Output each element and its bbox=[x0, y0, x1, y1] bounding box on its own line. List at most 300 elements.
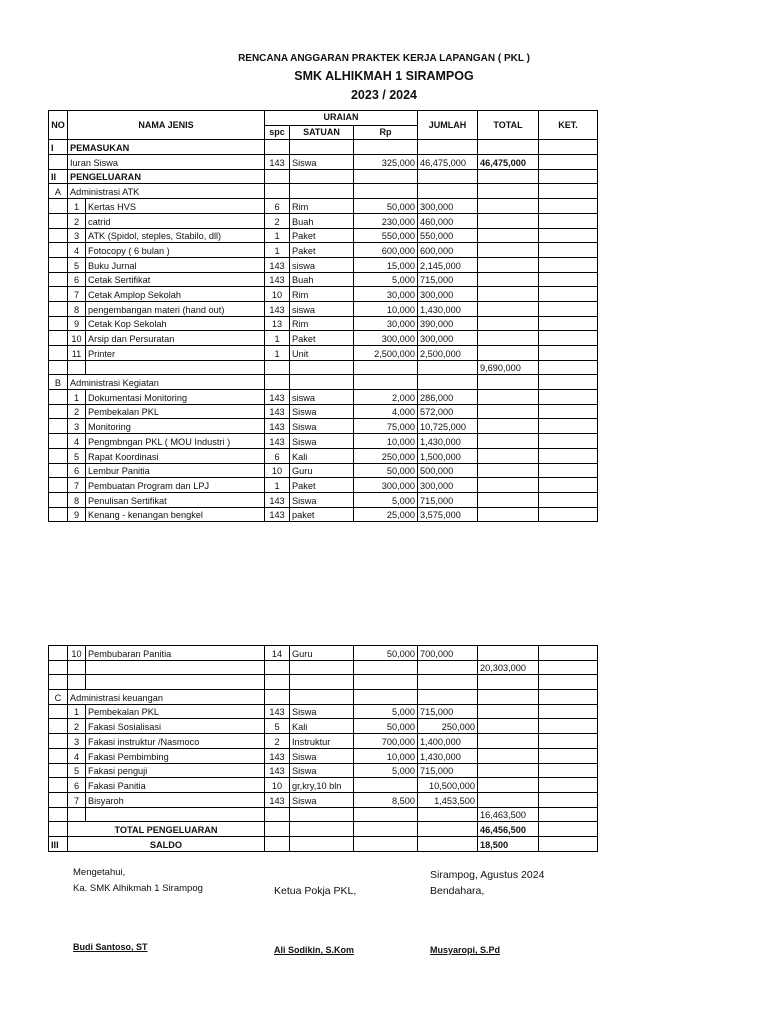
kepala-name: Budi Santoso, ST bbox=[73, 942, 148, 952]
cell-empty bbox=[539, 419, 598, 434]
item-number: 3 bbox=[68, 228, 86, 243]
cell-empty bbox=[539, 404, 598, 419]
col-no-header: NO bbox=[49, 111, 68, 140]
keuangan-items bbox=[49, 704, 598, 807]
item-name: Penulisan Sertifikat bbox=[86, 492, 265, 507]
col-ket-header: KET. bbox=[539, 111, 598, 140]
cell-empty bbox=[478, 507, 539, 522]
item-rp: 8,500 bbox=[354, 792, 418, 807]
cell-empty bbox=[539, 734, 598, 749]
item-jumlah: 1,500,000 bbox=[418, 448, 478, 463]
item-satuan: Siswa bbox=[290, 748, 354, 763]
item-satuan: Instruktur bbox=[290, 734, 354, 749]
cell-empty bbox=[539, 316, 598, 331]
cell-empty bbox=[539, 346, 598, 361]
item-number: 4 bbox=[68, 748, 86, 763]
cell-empty bbox=[478, 478, 539, 493]
cell-empty bbox=[49, 463, 68, 478]
item-spc: 14 bbox=[265, 646, 290, 661]
cell-empty bbox=[49, 478, 68, 493]
item-jumlah: 715,000 bbox=[418, 272, 478, 287]
table-header-row bbox=[49, 111, 598, 126]
item-spc: 143 bbox=[265, 301, 290, 316]
item-jumlah: 715,000 bbox=[418, 704, 478, 719]
atk-subtotal-row bbox=[49, 360, 598, 375]
col-nama-header: NAMA JENIS bbox=[68, 111, 265, 140]
item-name: catrid bbox=[86, 213, 265, 228]
cell-empty bbox=[478, 704, 539, 719]
item-name: Pembekalan PKL bbox=[86, 404, 265, 419]
item-spc: 10 bbox=[265, 778, 290, 793]
cell-empty bbox=[478, 778, 539, 793]
table-row bbox=[49, 463, 598, 478]
cell-empty bbox=[49, 748, 68, 763]
cell-empty bbox=[478, 419, 539, 434]
item-satuan: siswa bbox=[290, 301, 354, 316]
section-label: PENGELUARAN bbox=[68, 169, 265, 184]
table-row bbox=[49, 301, 598, 316]
cell-empty bbox=[539, 719, 598, 734]
cell-empty bbox=[49, 404, 68, 419]
col-satuan-header: SATUAN bbox=[290, 125, 354, 140]
item-name: Dokumentasi Monitoring bbox=[86, 390, 265, 405]
item-name: Lembur Panitia bbox=[86, 463, 265, 478]
item-jumlah: 1,430,000 bbox=[418, 748, 478, 763]
item-spc: 143 bbox=[265, 390, 290, 405]
keuangan-subtotal: 16,463,500 bbox=[478, 807, 539, 822]
item-spc: 1 bbox=[265, 346, 290, 361]
item-number: 11 bbox=[68, 346, 86, 361]
section-label: PEMASUKAN bbox=[68, 140, 265, 155]
item-satuan: Siswa bbox=[290, 763, 354, 778]
cell-empty bbox=[539, 704, 598, 719]
item-number: 8 bbox=[68, 301, 86, 316]
item-name: Cetak Amplop Sekolah bbox=[86, 287, 265, 302]
item-number: 9 bbox=[68, 507, 86, 522]
item-satuan: Rim bbox=[290, 287, 354, 302]
table-row bbox=[49, 272, 598, 287]
cell-empty bbox=[478, 331, 539, 346]
item-satuan: Guru bbox=[290, 463, 354, 478]
item-name: Cetak Kop Sekolah bbox=[86, 316, 265, 331]
item-rp: 75,000 bbox=[354, 419, 418, 434]
cell-empty bbox=[539, 287, 598, 302]
item-spc: 1 bbox=[265, 243, 290, 258]
item-jumlah: 390,000 bbox=[418, 316, 478, 331]
item-number: 1 bbox=[68, 390, 86, 405]
col-spc-header: spc bbox=[265, 125, 290, 140]
item-satuan: Siswa bbox=[290, 155, 354, 170]
cell-empty bbox=[539, 778, 598, 793]
cell-empty bbox=[539, 492, 598, 507]
cell-empty bbox=[539, 763, 598, 778]
item-satuan: paket bbox=[290, 507, 354, 522]
item-name: Cetak Sertifikat bbox=[86, 272, 265, 287]
item-jumlah: 700,000 bbox=[418, 646, 478, 661]
item-number: 6 bbox=[68, 778, 86, 793]
cell-empty bbox=[539, 228, 598, 243]
item-satuan: Kali bbox=[290, 448, 354, 463]
school-year: 2023 / 2024 bbox=[350, 88, 418, 102]
atk-items bbox=[49, 199, 598, 361]
cell-empty bbox=[478, 228, 539, 243]
item-number: 7 bbox=[68, 478, 86, 493]
cell-empty bbox=[49, 734, 68, 749]
item-rp: 10,000 bbox=[354, 434, 418, 449]
item-satuan: Unit bbox=[290, 346, 354, 361]
item-name: Iuran Siswa bbox=[68, 155, 265, 170]
item-satuan: siswa bbox=[290, 257, 354, 272]
item-jumlah: 46,475,000 bbox=[418, 155, 478, 170]
item-number: 4 bbox=[68, 434, 86, 449]
item-satuan: Buah bbox=[290, 213, 354, 228]
item-name: Arsip dan Persuratan bbox=[86, 331, 265, 346]
item-number: 10 bbox=[68, 646, 86, 661]
item-name: Pengmbngan PKL ( MOU Industri ) bbox=[86, 434, 265, 449]
table-row bbox=[49, 448, 598, 463]
item-name: Fakasi penguji bbox=[86, 763, 265, 778]
cell-empty bbox=[539, 331, 598, 346]
item-jumlah: 300,000 bbox=[418, 199, 478, 214]
item-rp: 325,000 bbox=[354, 155, 418, 170]
kepala-title: Ka. SMK Alhikmah 1 Sirampog bbox=[73, 883, 203, 894]
cell-empty bbox=[49, 448, 68, 463]
cell-empty bbox=[539, 272, 598, 287]
item-name: Printer bbox=[86, 346, 265, 361]
item-spc: 143 bbox=[265, 492, 290, 507]
item-satuan: Rim bbox=[290, 199, 354, 214]
item-number: 6 bbox=[68, 463, 86, 478]
section-number: III bbox=[49, 836, 68, 851]
item-number: 3 bbox=[68, 419, 86, 434]
col-jumlah-header: JUMLAH bbox=[418, 111, 478, 140]
cell-empty bbox=[478, 243, 539, 258]
item-jumlah: 1,400,000 bbox=[418, 734, 478, 749]
cell-empty bbox=[49, 390, 68, 405]
cell-empty bbox=[539, 243, 598, 258]
item-name: ATK (Spidol, steples, Stabilo, dll) bbox=[86, 228, 265, 243]
cell-empty bbox=[49, 272, 68, 287]
section-number: A bbox=[49, 184, 68, 199]
item-satuan: Paket bbox=[290, 228, 354, 243]
cell-empty bbox=[539, 478, 598, 493]
table-row bbox=[49, 419, 598, 434]
table-row bbox=[49, 199, 598, 214]
table-row bbox=[49, 734, 598, 749]
item-satuan: Paket bbox=[290, 243, 354, 258]
item-name: Kenang - kenangan bengkel bbox=[86, 507, 265, 522]
table-row bbox=[49, 748, 598, 763]
cell-empty bbox=[478, 748, 539, 763]
item-rp: 10,000 bbox=[354, 748, 418, 763]
item-jumlah: 3,575,000 bbox=[418, 507, 478, 522]
cell-empty bbox=[478, 763, 539, 778]
item-number: 7 bbox=[68, 287, 86, 302]
item-jumlah: 460,000 bbox=[418, 213, 478, 228]
item-name: Monitoring bbox=[86, 419, 265, 434]
item-rp: 25,000 bbox=[354, 507, 418, 522]
item-satuan: Paket bbox=[290, 331, 354, 346]
cell-empty bbox=[49, 301, 68, 316]
kegiatan-subtotal: 20,303,000 bbox=[478, 660, 539, 675]
ketua-title: Ketua Pokja PKL, bbox=[274, 885, 357, 897]
document-title: RENCANA ANGGARAN PRAKTEK KERJA LAPANGAN ( PKL ) bbox=[238, 53, 530, 64]
item-rp: 250,000 bbox=[354, 448, 418, 463]
item-spc: 1 bbox=[265, 478, 290, 493]
item-spc: 143 bbox=[265, 404, 290, 419]
cell-empty bbox=[49, 228, 68, 243]
cell-empty bbox=[539, 792, 598, 807]
item-spc: 2 bbox=[265, 734, 290, 749]
section-number: B bbox=[49, 375, 68, 390]
cell-empty bbox=[539, 434, 598, 449]
table-row bbox=[49, 228, 598, 243]
item-rp: 50,000 bbox=[354, 646, 418, 661]
cell-empty bbox=[49, 331, 68, 346]
table-row bbox=[49, 507, 598, 522]
section-label: Administrasi keuangan bbox=[68, 690, 265, 705]
kegiatan-subtotal-row bbox=[49, 660, 598, 675]
item-jumlah: 600,000 bbox=[418, 243, 478, 258]
item-number: 5 bbox=[68, 448, 86, 463]
cell-empty bbox=[49, 507, 68, 522]
item-name: Fotocopy ( 6 bulan ) bbox=[86, 243, 265, 258]
mengetahui-label: Mengetahui, bbox=[73, 867, 126, 878]
school-name: SMK ALHIKMAH 1 SIRAMPOG bbox=[294, 69, 474, 83]
item-number: 9 bbox=[68, 316, 86, 331]
item-spc: 143 bbox=[265, 763, 290, 778]
item-number: 10 bbox=[68, 331, 86, 346]
cell-empty bbox=[49, 287, 68, 302]
item-rp: 30,000 bbox=[354, 316, 418, 331]
item-jumlah: 300,000 bbox=[418, 331, 478, 346]
item-name: Pembuatan Program dan LPJ bbox=[86, 478, 265, 493]
section-number: C bbox=[49, 690, 68, 705]
item-name: Fakasi Sosialisasi bbox=[86, 719, 265, 734]
cell-empty bbox=[49, 492, 68, 507]
item-rp: 600,000 bbox=[354, 243, 418, 258]
item-number: 2 bbox=[68, 404, 86, 419]
item-satuan: Siswa bbox=[290, 792, 354, 807]
item-spc: 143 bbox=[265, 155, 290, 170]
item-number: 1 bbox=[68, 704, 86, 719]
item-number: 7 bbox=[68, 792, 86, 807]
iuran-row bbox=[49, 155, 598, 170]
item-spc: 5 bbox=[265, 719, 290, 734]
item-rp: 550,000 bbox=[354, 228, 418, 243]
item-rp: 15,000 bbox=[354, 257, 418, 272]
cell-empty bbox=[49, 778, 68, 793]
item-rp: 300,000 bbox=[354, 331, 418, 346]
table-row bbox=[49, 390, 598, 405]
cell-empty bbox=[539, 257, 598, 272]
item-jumlah: 500,000 bbox=[418, 463, 478, 478]
item-jumlah: 300,000 bbox=[418, 478, 478, 493]
item-jumlah: 1,430,000 bbox=[418, 301, 478, 316]
saldo-label: SALDO bbox=[68, 836, 265, 851]
item-satuan: Siswa bbox=[290, 704, 354, 719]
item-jumlah: 250,000 bbox=[418, 719, 478, 734]
cell-empty bbox=[478, 301, 539, 316]
item-rp: 5,000 bbox=[354, 704, 418, 719]
cell-empty bbox=[478, 316, 539, 331]
item-spc: 6 bbox=[265, 199, 290, 214]
atk-subtotal: 9,690,000 bbox=[478, 360, 539, 375]
cell-empty bbox=[478, 272, 539, 287]
total-pengeluaran-label: TOTAL PENGELUARAN bbox=[68, 822, 265, 837]
table-row bbox=[49, 778, 598, 793]
item-rp: 2,000 bbox=[354, 390, 418, 405]
item-rp: 5,000 bbox=[354, 763, 418, 778]
cell-empty bbox=[539, 507, 598, 522]
table-row bbox=[49, 763, 598, 778]
cell-empty bbox=[478, 287, 539, 302]
item-name: Rapat Koordinasi bbox=[86, 448, 265, 463]
place-date: Sirampog, Agustus 2024 bbox=[430, 869, 545, 881]
section-label: Administrasi Kegiatan bbox=[68, 375, 265, 390]
table-row bbox=[49, 243, 598, 258]
item-jumlah: 2,145,000 bbox=[418, 257, 478, 272]
section-pengeluaran-row bbox=[49, 169, 598, 184]
item-name: Fakasi Panitia bbox=[86, 778, 265, 793]
cell-empty bbox=[49, 213, 68, 228]
bendahara-name: Musyaropi, S.Pd bbox=[430, 945, 501, 955]
cell-empty bbox=[478, 719, 539, 734]
section-atk-row bbox=[49, 184, 598, 199]
cell-empty bbox=[49, 419, 68, 434]
section-kegiatan-row bbox=[49, 375, 598, 390]
item-spc: 6 bbox=[265, 448, 290, 463]
item-jumlah: 10,725,000 bbox=[418, 419, 478, 434]
section-label: Administrasi ATK bbox=[68, 184, 265, 199]
cell-empty bbox=[49, 763, 68, 778]
cell-empty bbox=[478, 213, 539, 228]
saldo-row bbox=[49, 836, 598, 851]
saldo-value: 18,500 bbox=[478, 836, 539, 851]
item-spc: 10 bbox=[265, 287, 290, 302]
item-jumlah: 10,500,000 bbox=[418, 778, 478, 793]
item-name: Bisyaroh bbox=[86, 792, 265, 807]
cell-empty bbox=[478, 199, 539, 214]
item-spc: 1 bbox=[265, 228, 290, 243]
item-rp: 50,000 bbox=[354, 719, 418, 734]
cell-empty bbox=[49, 316, 68, 331]
cell-empty bbox=[478, 492, 539, 507]
table-row bbox=[49, 719, 598, 734]
item-jumlah: 550,000 bbox=[418, 228, 478, 243]
item-number: 6 bbox=[68, 272, 86, 287]
table-row bbox=[49, 478, 598, 493]
empty-row bbox=[49, 675, 598, 690]
item-name: Kertas HVS bbox=[86, 199, 265, 214]
cell-empty bbox=[539, 390, 598, 405]
item-rp: 30,000 bbox=[354, 287, 418, 302]
table-row bbox=[49, 257, 598, 272]
item-spc: 143 bbox=[265, 704, 290, 719]
item-number: 8 bbox=[68, 492, 86, 507]
item-spc: 2 bbox=[265, 213, 290, 228]
table-row bbox=[49, 492, 598, 507]
item-rp: 4,000 bbox=[354, 404, 418, 419]
cell-empty bbox=[478, 257, 539, 272]
item-name: Fakasi Pembimbing bbox=[86, 748, 265, 763]
item-jumlah: 572,000 bbox=[418, 404, 478, 419]
cell-empty bbox=[478, 390, 539, 405]
item-spc: 143 bbox=[265, 257, 290, 272]
item-name: Pembekalan PKL bbox=[86, 704, 265, 719]
table-row bbox=[49, 331, 598, 346]
cell-empty bbox=[49, 792, 68, 807]
col-uraian-header: URAIAN bbox=[265, 111, 418, 126]
item-rp: 5,000 bbox=[354, 272, 418, 287]
item-satuan: Buah bbox=[290, 272, 354, 287]
item-number: 1 bbox=[68, 199, 86, 214]
cell-empty bbox=[49, 434, 68, 449]
item-rp: 50,000 bbox=[354, 463, 418, 478]
item-jumlah: 1,453,500 bbox=[418, 792, 478, 807]
item-jumlah: 2,500,000 bbox=[418, 346, 478, 361]
section-number: I bbox=[49, 140, 68, 155]
cell-empty bbox=[49, 704, 68, 719]
item-satuan: Rim bbox=[290, 316, 354, 331]
cell-empty bbox=[478, 346, 539, 361]
item-satuan: Siswa bbox=[290, 492, 354, 507]
item-number: 5 bbox=[68, 763, 86, 778]
cell-empty bbox=[49, 346, 68, 361]
table-row bbox=[49, 434, 598, 449]
item-spc: 143 bbox=[265, 792, 290, 807]
total-pengeluaran-value: 46,456,500 bbox=[478, 822, 539, 837]
item-rp: 230,000 bbox=[354, 213, 418, 228]
cell-empty bbox=[539, 448, 598, 463]
item-rp: 2,500,000 bbox=[354, 346, 418, 361]
cell-empty bbox=[539, 199, 598, 214]
kegiatan-items bbox=[49, 390, 598, 522]
item-satuan: Siswa bbox=[290, 434, 354, 449]
kegiatan-cont-row bbox=[49, 646, 598, 661]
cell-empty bbox=[539, 213, 598, 228]
item-jumlah: 300,000 bbox=[418, 287, 478, 302]
cell-empty bbox=[49, 719, 68, 734]
table-row bbox=[49, 316, 598, 331]
item-satuan: Guru bbox=[290, 646, 354, 661]
item-number: 4 bbox=[68, 243, 86, 258]
table-row bbox=[49, 792, 598, 807]
item-spc: 10 bbox=[265, 463, 290, 478]
item-satuan: siswa bbox=[290, 390, 354, 405]
item-name: Pembubaran Panitia bbox=[86, 646, 265, 661]
item-rp: 700,000 bbox=[354, 734, 418, 749]
item-spc: 143 bbox=[265, 748, 290, 763]
section-pemasukan-row bbox=[49, 140, 598, 155]
cell-empty bbox=[49, 243, 68, 258]
item-number: 5 bbox=[68, 257, 86, 272]
item-number: 2 bbox=[68, 213, 86, 228]
item-number: 2 bbox=[68, 719, 86, 734]
item-rp: 10,000 bbox=[354, 301, 418, 316]
item-spc: 1 bbox=[265, 331, 290, 346]
total-pengeluaran-row bbox=[49, 822, 598, 837]
item-spc: 143 bbox=[265, 434, 290, 449]
item-satuan: Paket bbox=[290, 478, 354, 493]
item-spc: 143 bbox=[265, 419, 290, 434]
table-row bbox=[49, 704, 598, 719]
item-name: Fakasi instruktur /Nasmoco bbox=[86, 734, 265, 749]
cell-empty bbox=[478, 463, 539, 478]
budget-table-part1 bbox=[48, 110, 598, 522]
item-satuan: Siswa bbox=[290, 404, 354, 419]
section-number: II bbox=[49, 169, 68, 184]
